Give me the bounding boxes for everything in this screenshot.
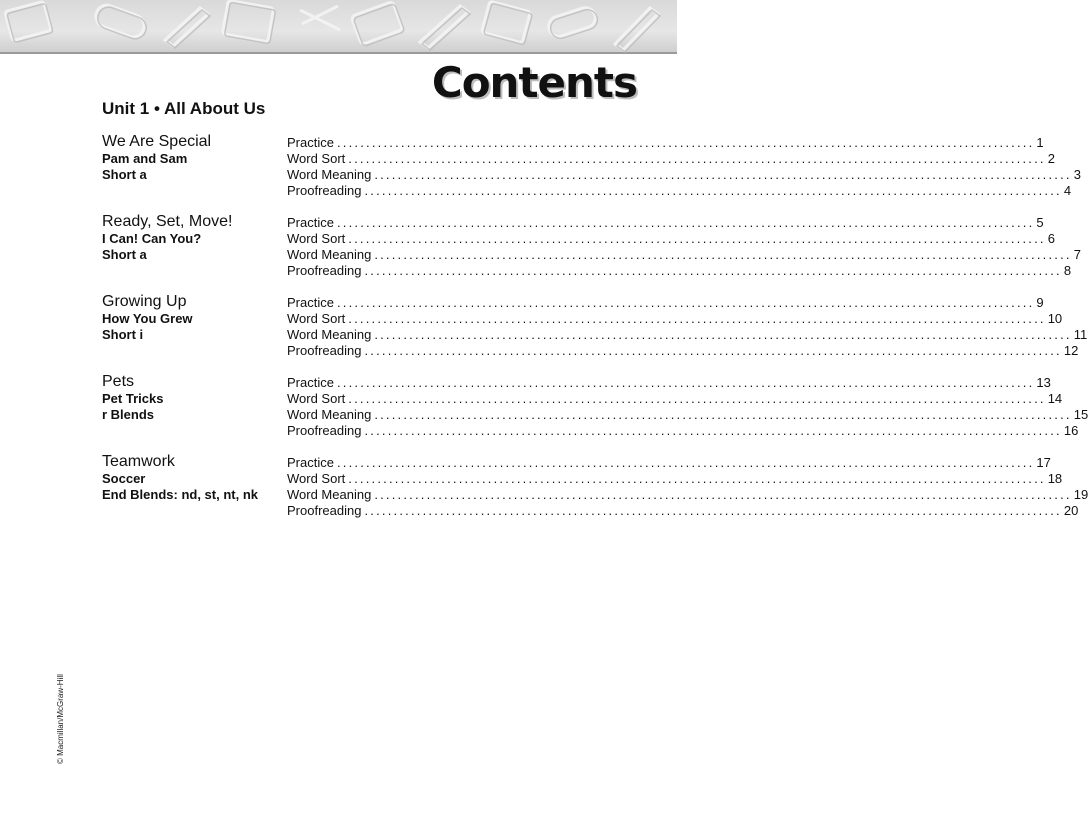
toc-entry-page: 6 [1047,231,1055,246]
toc-entry-label: Practice [287,215,334,230]
lesson-story: How You Grew [102,311,193,326]
toc-entry[interactable]: Proofreading ........................................................................................................................ 4 [287,183,1072,198]
lesson-block [102,213,1081,293]
toc-entry[interactable]: Practice ........................................................................................................................ 13 [287,375,1051,390]
toc-entry-page: 7 [1073,247,1081,262]
toc-entry[interactable]: Practice ........................................................................................................................ 17 [287,455,1051,470]
toc-entry-label: Word Meaning [287,407,372,422]
lesson-skill: Short a [102,247,147,262]
toc-entry-label: Proofreading [287,183,362,198]
toc-entry-page: 18 [1047,471,1063,486]
toc-entry-page: 14 [1047,391,1063,406]
toc-entry[interactable]: Practice ........................................................................................................................ 5 [287,215,1044,230]
toc-entry-page: 10 [1047,311,1063,326]
toc-entry[interactable]: Word Meaning ........................................................................................................................ 19 [287,487,1088,502]
toc-entry-label: Proofreading [287,343,362,358]
toc-entry-label: Word Sort [287,151,346,166]
toc-entry-page: 15 [1073,407,1088,422]
toc-entry-label: Practice [287,455,334,470]
toc-entry-label: Proofreading [287,263,362,278]
toc-entry-label: Practice [287,135,334,150]
toc-entry-label: Practice [287,375,334,390]
lesson-story: I Can! Can You? [102,231,202,246]
lesson-block [102,373,1088,453]
toc-entry-page: 16 [1063,423,1079,438]
toc-entry[interactable]: Word Sort ........................................................................................................................ 18 [287,471,1063,486]
toc-entry-page: 13 [1036,375,1051,390]
toc-entry[interactable]: Practice ........................................................................................................................ 9 [287,295,1044,310]
toc-entry-page: 20 [1063,503,1079,518]
toc-entry[interactable]: Word Meaning ........................................................................................................................ 3 [287,167,1081,182]
page-title: Contents [431,58,637,107]
lesson-story: Pet Tricks [102,391,164,406]
toc-entry-label: Word Meaning [287,487,372,502]
toc-entry[interactable]: Word Meaning ........................................................................................................................ 15 [287,407,1088,422]
lesson-block [102,293,1088,373]
school-supplies-pattern [0,0,677,52]
lesson-skill: Short i [102,327,144,342]
toc-entry-page: 1 [1036,135,1044,150]
toc-entry[interactable]: Word Sort ........................................................................................................................ 10 [287,311,1063,326]
toc-entry-label: Word Sort [287,471,346,486]
contents-list [102,133,1088,533]
toc-entry-label: Word Sort [287,391,346,406]
toc-entry[interactable]: Proofreading ........................................................................................................................ 20 [287,503,1079,518]
toc-entry-page: 5 [1036,215,1044,230]
toc-entry-page: 2 [1047,151,1055,166]
lesson-story: Pam and Sam [102,151,188,166]
toc-entry-label: Word Sort [287,231,346,246]
toc-entry-label: Practice [287,295,334,310]
lesson-block [102,453,1088,533]
toc-entry[interactable]: Word Sort ........................................................................................................................ 14 [287,391,1063,406]
toc-entry-label: Proofreading [287,423,362,438]
lesson-skill: r Blends [102,407,155,422]
toc-entry-page: 3 [1073,167,1081,182]
lesson-title: We Are Special [102,133,212,150]
lesson-title: Pets [102,373,135,390]
toc-entry-page: 4 [1063,183,1072,198]
toc-entry-label: Word Meaning [287,327,372,342]
toc-entry-label: Word Meaning [287,167,372,182]
lesson-block [102,133,1081,213]
toc-entry-page: 17 [1036,455,1051,470]
lesson-story: Soccer [102,471,146,486]
toc-entry-page: 19 [1073,487,1088,502]
copyright-notice: © Macmillan/McGraw-Hill [56,674,65,764]
toc-entry[interactable]: Word Meaning ........................................................................................................................ 7 [287,247,1081,262]
toc-entry[interactable]: Proofreading ........................................................................................................................ 12 [287,343,1079,358]
toc-entry-page: 8 [1063,263,1072,278]
toc-entry[interactable]: Word Sort ........................................................................................................................ 6 [287,231,1055,246]
toc-entry[interactable]: Proofreading ........................................................................................................................ 16 [287,423,1079,438]
toc-entry-page: 9 [1036,295,1044,310]
toc-entry-label: Word Meaning [287,247,372,262]
toc-entry-page: 11 [1073,327,1088,342]
lesson-title: Growing Up [102,293,187,310]
lesson-skill: End Blends: nd, st, nt, nk [102,487,258,502]
toc-entry[interactable]: Proofreading ........................................................................................................................ 8 [287,263,1072,278]
lesson-title: Ready, Set, Move! [102,213,233,230]
lesson-title: Teamwork [102,453,175,470]
lesson-skill: Short a [102,167,147,182]
toc-entry[interactable]: Word Sort ........................................................................................................................ 2 [287,151,1055,166]
toc-entry[interactable]: Practice ........................................................................................................................ 1 [287,135,1044,150]
toc-entry[interactable]: Word Meaning ........................................................................................................................ 11 [287,327,1088,342]
toc-entry-page: 12 [1063,343,1079,358]
toc-entry-label: Word Sort [287,311,346,326]
toc-entry-label: Proofreading [287,503,362,518]
decorative-banner [0,0,677,54]
unit-heading: Unit 1 • All About Us [102,99,266,118]
